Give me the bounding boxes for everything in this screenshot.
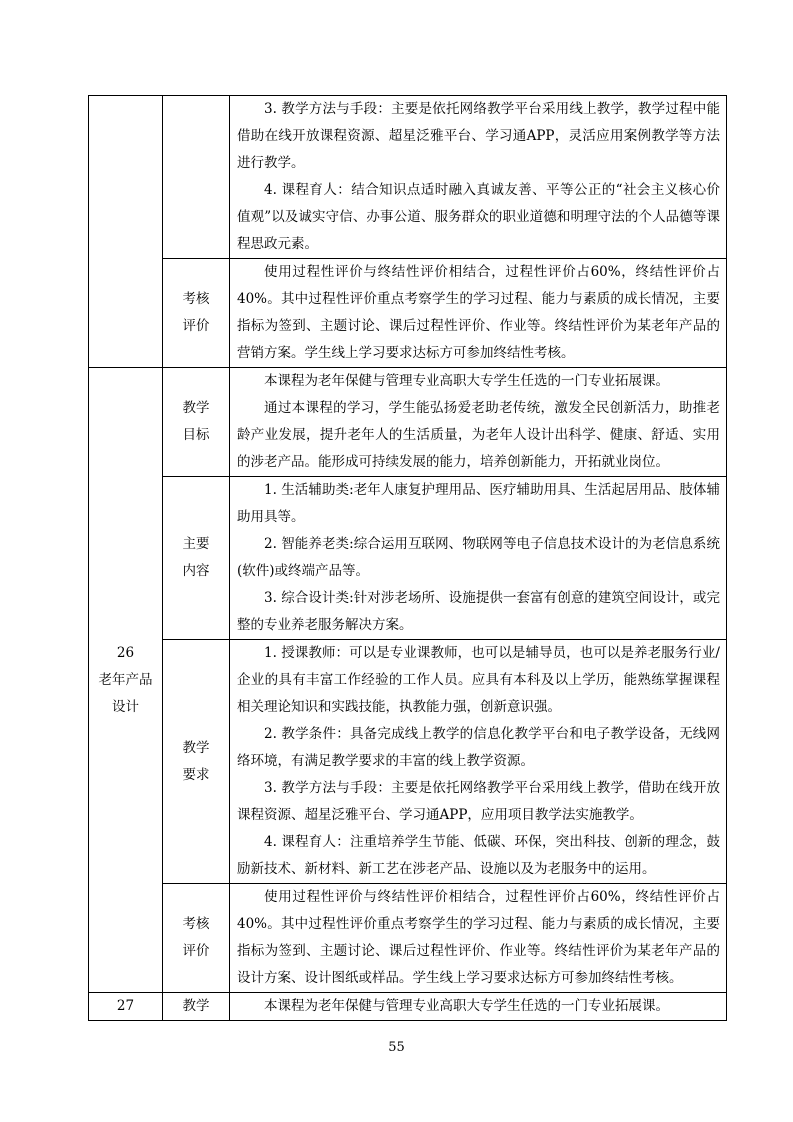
paragraph: 4. 课程育人：结合知识点适时融入真诚友善、平等公正的“社会主义核心价值观”以及诚实守信、办事公道、服务群众的职业道德和明理守法的个人品德等课程思政元素。 (237, 182, 720, 252)
section-label: 评价 (182, 318, 210, 334)
course-cell-empty (89, 96, 163, 368)
paragraph: 2. 智能养老类:综合运用互联网、物联网等电子信息技术设计的为老信息系统(软件)或终端产品等。 (237, 536, 720, 579)
paragraph: 本课程为老年保健与管理专业高职大专学生任选的一门专业拓展课。 (264, 373, 669, 389)
table-row (89, 477, 727, 640)
content-cell (230, 368, 727, 477)
content-cell (230, 477, 727, 640)
paragraph: 2. 教学条件：具备完成线上教学的信息化教学平台和电子教学设备，无线网络环境，有满足教学要求的丰富的线上教学资源。 (237, 726, 720, 769)
section-label: 教学 (182, 998, 210, 1014)
paragraph: 3. 综合设计类:针对涉老场所、设施提供一套富有创意的建筑空间设计，或完整的专业养老服务解决方案。 (237, 590, 720, 633)
section-label: 内容 (182, 563, 210, 579)
course-table (88, 95, 727, 1021)
page-number: 55 (388, 1040, 405, 1055)
section-label: 考核 (182, 916, 210, 932)
course-number: 27 (116, 998, 135, 1014)
course-name: 老年产品 (98, 671, 153, 688)
content-cell (230, 884, 727, 993)
paragraph: 本课程为老年保健与管理专业高职大专学生任选的一门专业拓展课。 (264, 998, 669, 1014)
section-label: 教学 (182, 400, 210, 416)
table-row (89, 368, 727, 477)
paragraph: 通过本课程的学习，学生能弘扬爱老助老传统，激发全民创新活力，助推老龄产业发展，提升老年人的生活质量，为老年人设计出科学、健康、舒适、实用的涉老产品。能形成可持续发展的能力，培养创新能力，开拓就业岗位。 (237, 400, 720, 470)
paragraph: 1. 生活辅助类:老年人康复护理用品、医疗辅助用具、生活起居用品、肢体辅助用具等。 (237, 482, 720, 525)
section-label: 目标 (182, 427, 210, 443)
section-label-cell (163, 259, 230, 368)
course-number-cell (89, 993, 163, 1021)
section-label-cell (163, 477, 230, 640)
section-label: 要求 (182, 766, 210, 783)
course-number: 26 (116, 644, 135, 661)
paragraph: 3. 教学方法与手段：主要是依托网络教学平台采用线上教学，教学过程中能借助在线开放课程资源、超星泛雅平台、学习通APP，灵活应用案例教学等方法进行教学。 (237, 101, 720, 171)
paragraph: 使用过程性评价与终结性评价相结合，过程性评价占60%，终结性评价占40%。其中过程性评价重点考察学生的学习过程、能力与素质的成长情况，主要指标为签到、主题讨论、课后过程性评价、作业等。终结性评价为某老年产品的营销方案。学生线上学习要求达标方可参加终结性考核。 (237, 264, 720, 361)
content-cell (230, 993, 727, 1021)
paragraph: 使用过程性评价与终结性评价相结合，过程性评价占60%，终结性评价占40%。其中过程性评价重点考察学生的学习过程、能力与素质的成长情况，主要指标为签到、主题讨论、课后过程性评价、作业等。终结性评价为某老年产品的设计方案、设计图纸或样品。学生线上学习要求达标方可参加终结性考核。 (237, 889, 720, 986)
content-cell (230, 96, 727, 259)
section-label-cell (163, 368, 230, 477)
content-cell (230, 640, 727, 884)
course-title-cell (89, 368, 163, 993)
section-label-cell (163, 993, 230, 1021)
table-row (89, 884, 727, 993)
section-label: 评价 (182, 943, 210, 959)
section-label-cell (163, 640, 230, 884)
table-row (89, 96, 727, 259)
section-label-cell-empty (163, 96, 230, 259)
content-cell (230, 259, 727, 368)
paragraph: 1. 授课教师：可以是专业课教师，也可以是辅导员，也可以是养老服务行业/企业的具有丰富工作经验的工作人员。应具有本科及以上学历，能熟练掌握课程相关理论知识和实践技能，执教能力强，创新意识强。 (237, 645, 720, 715)
table-row (89, 993, 727, 1021)
section-label: 考核 (182, 291, 210, 307)
course-name: 设计 (112, 698, 139, 715)
paragraph: 4. 课程育人：注重培养学生节能、低碳、环保，突出科技、创新的理念，鼓励新技术、新材料、新工艺在涉老产品、设施以及为老服务中的运用。 (237, 834, 720, 877)
table-row (89, 640, 727, 884)
section-label: 教学 (182, 739, 210, 756)
section-label-cell (163, 884, 230, 993)
paragraph: 3. 教学方法与手段：主要是依托网络教学平台采用线上教学，借助在线开放课程资源、超星泛雅平台、学习通APP，应用项目教学法实施教学。 (237, 780, 720, 823)
table-row (89, 259, 727, 368)
section-label: 主要 (182, 536, 210, 552)
